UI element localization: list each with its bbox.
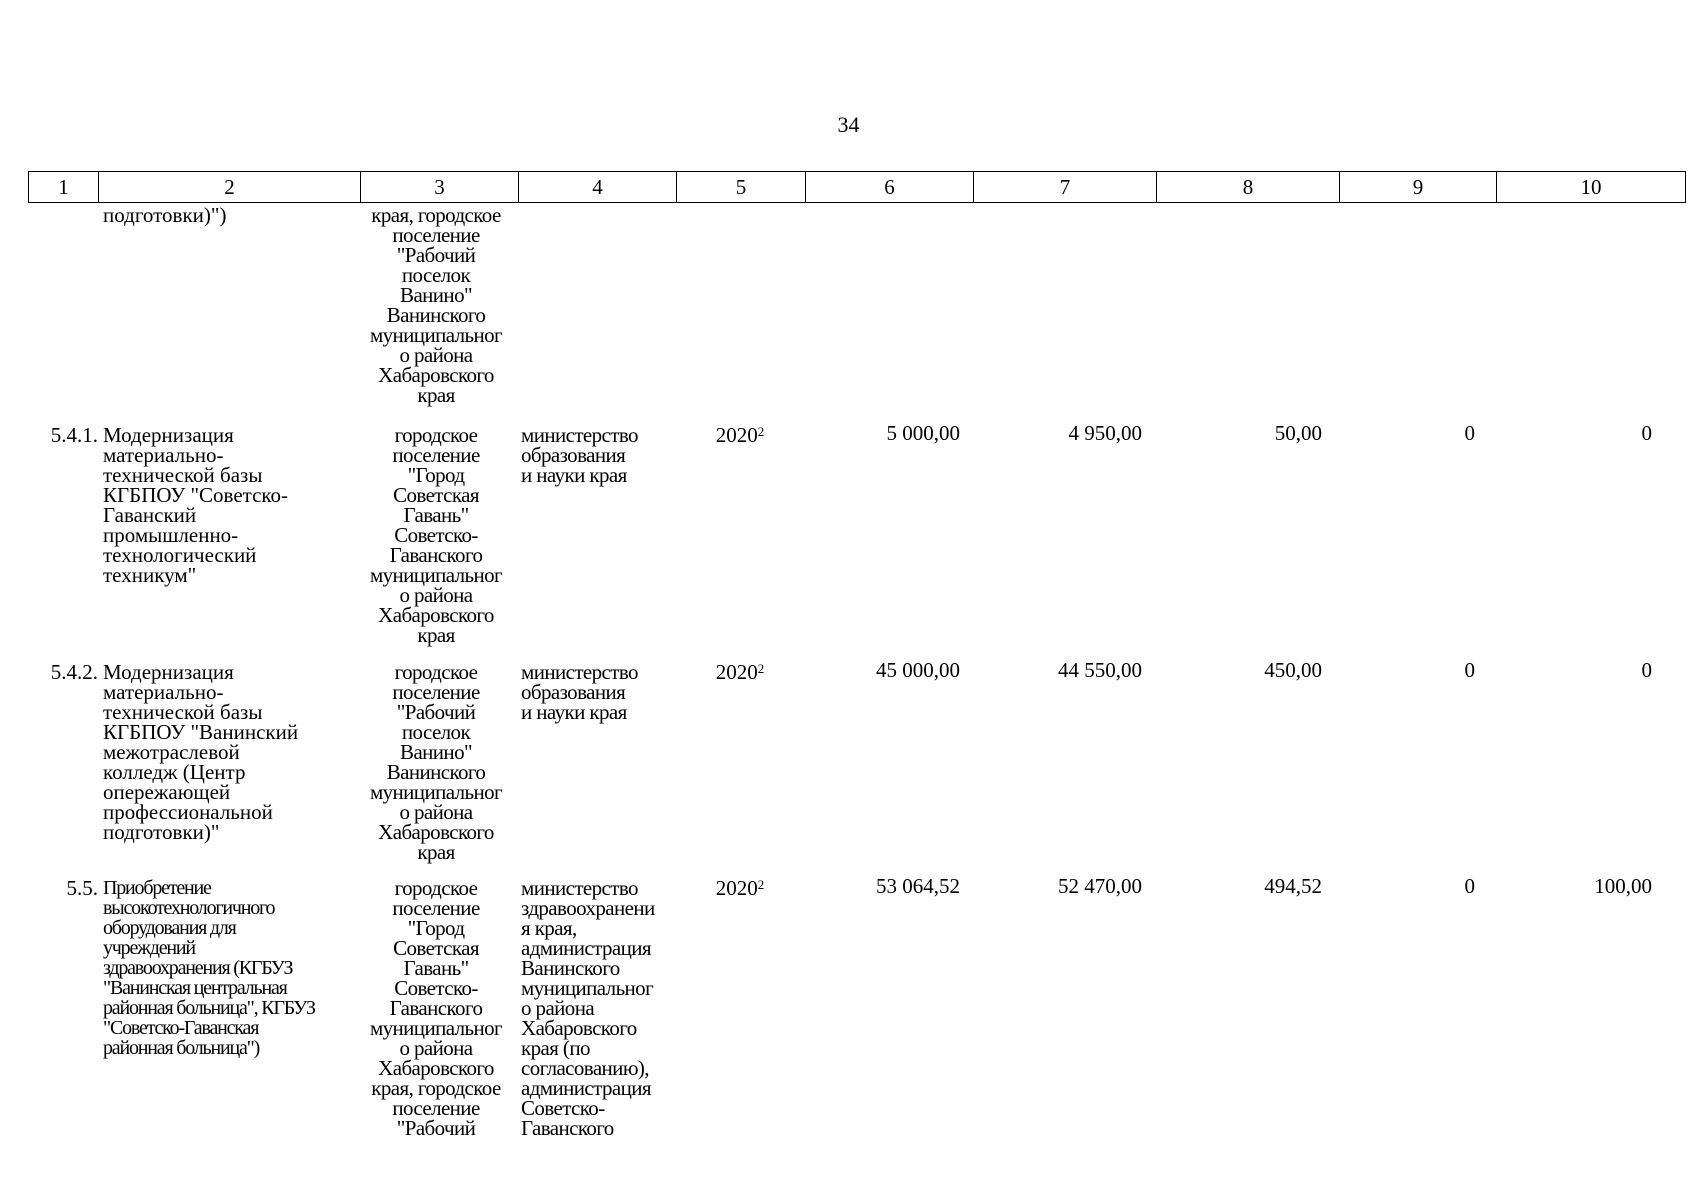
row-other: 0: [1641, 658, 1652, 682]
name-line: технологический: [103, 543, 257, 567]
column-header-6: 6: [806, 172, 974, 203]
row-number: 5.5.: [66, 876, 98, 900]
row-territory: [361, 425, 511, 645]
row-responsible: [521, 662, 671, 722]
territory-line: "Рабочий: [396, 243, 476, 267]
territory-line: городское: [394, 876, 478, 900]
name-line: районная больница", КГБУЗ: [103, 997, 315, 1019]
territory-line: края, городское: [371, 203, 501, 227]
name-line: КГБПОУ "Ванинский: [103, 720, 299, 744]
name-line: районная больница"): [103, 1037, 260, 1059]
responsible-line: и науки края: [521, 463, 627, 487]
year-footnote: 2: [757, 424, 765, 439]
responsible-line: министерство: [521, 876, 638, 900]
row-total: 5 000,00: [886, 421, 960, 445]
territory-line: Ванинского: [386, 760, 486, 784]
row-regional: 50,00: [1274, 421, 1322, 445]
name-line: здравоохранения (КГБУЗ: [103, 957, 293, 979]
territory-line: "Город: [407, 463, 465, 487]
row-responsible: [521, 878, 671, 1138]
name-line: подготовки)"): [103, 203, 227, 227]
territory-line: края, городское: [371, 1076, 501, 1100]
responsible-line: края (по: [521, 1036, 590, 1060]
territory-line: Советско-: [394, 523, 478, 547]
column-header-10: 10: [1497, 172, 1686, 203]
territory-line: поселение: [392, 680, 480, 704]
name-line: опережающей: [103, 780, 231, 804]
name-line: Модернизация: [103, 423, 234, 447]
row-other: 0: [1641, 421, 1652, 445]
responsible-line: Ванинского: [521, 956, 620, 980]
territory-line: муниципальног: [369, 780, 503, 804]
responsible-line: министерство: [521, 660, 638, 684]
territory-line: Советская: [393, 936, 479, 960]
territory-line: муниципальног: [369, 1016, 503, 1040]
territory-line: Гаванского: [389, 996, 483, 1020]
territory-line: поселок: [401, 720, 471, 744]
territory-line: "Рабочий: [396, 1116, 476, 1140]
column-header-9: 9: [1340, 172, 1497, 203]
responsible-line: Гаванского: [521, 1116, 614, 1140]
name-line: "Советско-Гаванская: [103, 1017, 259, 1039]
column-header-3: 3: [361, 172, 519, 203]
territory-line: поселение: [392, 1096, 480, 1120]
row-total: 45 000,00: [876, 658, 960, 682]
territory-line: о района: [399, 583, 473, 607]
year-value: 2020: [715, 423, 758, 447]
page-number: 34: [837, 112, 860, 137]
territory-line: Гаванского: [389, 543, 483, 567]
responsible-line: о района: [521, 996, 595, 1020]
responsible-line: образования: [521, 443, 626, 467]
territory-line: края: [417, 383, 455, 407]
responsible-line: администрация: [521, 1076, 651, 1100]
row-number: 5.4.2.: [50, 660, 98, 684]
name-line: материально-: [103, 680, 224, 704]
row-responsible: [521, 425, 671, 485]
territory-line: о района: [399, 800, 473, 824]
column-header-5: 5: [677, 172, 806, 203]
name-line: колледж (Центр: [103, 760, 246, 784]
territory-line: поселение: [392, 443, 480, 467]
territory-line: края: [417, 840, 455, 864]
territory-line: о района: [399, 343, 473, 367]
column-header-1: 1: [29, 172, 99, 203]
row-year: [680, 662, 800, 682]
territory-line: Ванино": [400, 740, 472, 764]
territory-line: поселение: [392, 896, 480, 920]
name-line: технической базы: [103, 700, 263, 724]
row-federal: 44 550,00: [1058, 658, 1142, 682]
territory-line: Хабаровского: [378, 603, 494, 627]
territory-line: Хабаровского: [378, 1056, 494, 1080]
responsible-line: согласованию),: [521, 1056, 649, 1080]
row-regional: 450,00: [1264, 658, 1322, 682]
territory-line: "Рабочий: [396, 700, 476, 724]
row-number: 5.4.1.: [50, 423, 98, 447]
name-line: подготовки)": [103, 820, 220, 844]
name-line: оборудования для: [103, 917, 236, 939]
territory-line: городское: [394, 660, 478, 684]
name-line: "Ванинская центральная: [103, 977, 287, 999]
territory-line: о района: [399, 1036, 473, 1060]
territory-line: муниципальног: [369, 563, 503, 587]
territory-line: Гавань": [403, 956, 469, 980]
territory-line: края: [417, 623, 455, 647]
continued-row-name: [103, 205, 353, 225]
responsible-line: муниципальног: [521, 976, 654, 1000]
name-line: техникум": [103, 563, 197, 587]
row-territory: [361, 878, 511, 1138]
column-header-8: 8: [1157, 172, 1340, 203]
row-total: 53 064,52: [876, 874, 960, 898]
name-line: учреждений: [103, 937, 195, 959]
row-name: [103, 662, 353, 842]
column-number-header: [28, 171, 1686, 203]
territory-line: муниципальног: [369, 323, 503, 347]
name-line: материально-: [103, 443, 224, 467]
row-local: 0: [1464, 658, 1475, 682]
name-line: межотраслевой: [103, 740, 240, 764]
territory-line: Хабаровского: [378, 363, 494, 387]
responsible-line: Хабаровского: [521, 1016, 637, 1040]
name-line: Приобретение: [103, 877, 211, 899]
territory-line: поселение: [392, 223, 480, 247]
responsible-line: администрация: [521, 936, 651, 960]
row-federal: 52 470,00: [1058, 874, 1142, 898]
territory-line: Ванино": [400, 283, 472, 307]
row-federal: 4 950,00: [1068, 421, 1142, 445]
territory-line: Советская: [393, 483, 479, 507]
column-header-7: 7: [974, 172, 1157, 203]
responsible-line: Советско-: [521, 1096, 605, 1120]
name-line: КГБПОУ "Советско-: [103, 483, 289, 507]
territory-line: "Город: [407, 916, 465, 940]
row-name: [103, 878, 353, 1058]
name-line: профессиональной: [103, 800, 273, 824]
responsible-line: и науки края: [521, 700, 627, 724]
row-name: [103, 425, 353, 585]
territory-line: Ванинского: [386, 303, 486, 327]
name-line: Модернизация: [103, 660, 234, 684]
name-line: промышленно-: [103, 523, 239, 547]
row-local: 0: [1464, 421, 1475, 445]
row-local: 0: [1464, 874, 1475, 898]
year-footnote: 2: [757, 877, 765, 892]
continued-row-territory: [361, 205, 511, 405]
year-footnote: 2: [757, 661, 765, 676]
territory-line: городское: [394, 423, 478, 447]
territory-line: Гавань": [403, 503, 469, 527]
name-line: высокотехнологичного: [103, 897, 275, 919]
year-value: 2020: [715, 660, 758, 684]
responsible-line: министерство: [521, 423, 638, 447]
row-regional: 494,52: [1264, 874, 1322, 898]
responsible-line: я края,: [521, 916, 577, 940]
name-line: технической базы: [103, 463, 263, 487]
column-header-2: 2: [99, 172, 361, 203]
responsible-line: образования: [521, 680, 626, 704]
territory-line: Советско-: [394, 976, 478, 1000]
name-line: Гаванский: [103, 503, 197, 527]
column-header-4: 4: [519, 172, 677, 203]
territory-line: поселок: [401, 263, 471, 287]
row-year: [680, 425, 800, 445]
row-territory: [361, 662, 511, 862]
territory-line: Хабаровского: [378, 820, 494, 844]
row-other: 100,00: [1594, 874, 1652, 898]
row-year: [680, 878, 800, 898]
responsible-line: здравоохранени: [521, 896, 655, 920]
year-value: 2020: [715, 876, 758, 900]
